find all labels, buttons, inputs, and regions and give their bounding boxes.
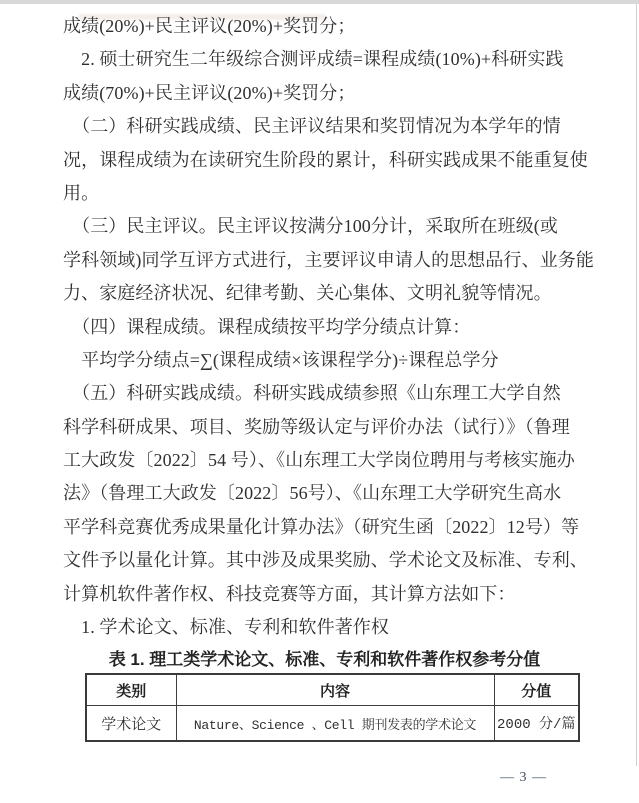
col-header-score: 分值	[494, 674, 579, 706]
table-row	[86, 706, 579, 742]
scan-top-edge-band	[0, 0, 639, 4]
text-line: 2. 硕士研究生二年级综合测评成绩=课程成绩(10%)+科研实践	[63, 49, 564, 70]
text-line: 平均学分绩点=∑(课程成绩×该课程学分)÷课程总学分	[63, 349, 499, 370]
text-line: 学科领域)同学互评方式进行，主要评议申请人的思想品行、业务能	[63, 249, 594, 270]
text-line: 况，课程成绩为在读研究生阶段的累计，科研实践成果不能重复使	[63, 149, 588, 170]
text-line: 工大政发〔2022〕54 号）、《山东理工大学岗位聘用与考核实施办	[63, 450, 575, 471]
text-line: （三）民主评议。民主评议按满分100分计，采取所在班级(或	[63, 216, 558, 237]
text-line: 成绩(20%)+民主评议(20%)+奖罚分；	[63, 16, 356, 36]
cell-content: Nature、Science 、Cell 期刊发表的学术论文	[176, 706, 494, 742]
text-line: （五）科研实践成绩。科研实践成绩参照《山东理工大学自然	[63, 383, 561, 404]
score-table	[85, 673, 580, 742]
text-line: 1. 学术论文、标准、专利和软件著作权	[63, 617, 389, 638]
col-header-category: 类别	[86, 674, 176, 706]
cell-score: 2000 分/篇	[494, 706, 579, 742]
text-line: （二）科研实践成绩、民主评议结果和奖罚情况为本学年的情	[63, 116, 561, 137]
page-number: — 3 —	[500, 770, 547, 785]
text-line: 平学科竞赛优秀成果量化计算办法》（研究生函〔2022〕12号）等	[63, 516, 580, 537]
text-line: 科学科研成果、项目、奖励等级认定与评价办法（试行）》（鲁理	[63, 416, 570, 437]
text-line: 计算机软件著作权、科技竞赛等方面，其计算方法如下：	[63, 583, 516, 604]
text-line: 成绩(70%)+民主评议(20%)+奖罚分；	[63, 82, 356, 103]
scan-right-edge-line	[636, 4, 637, 766]
table-header-row	[86, 674, 579, 706]
text-line: 用。	[63, 182, 100, 203]
col-header-content: 内容	[176, 674, 494, 706]
text-line: 文件予以量化计算。其中涉及成果奖励、学术论文及标准、专利、	[63, 550, 588, 571]
body-text	[63, 10, 594, 644]
text-line: （四）课程成绩。课程成绩按平均学分绩点计算：	[63, 316, 471, 337]
text-line: 法》（鲁理工大政发〔2022〕56号）、《山东理工大学研究生高水	[63, 483, 562, 504]
table-caption: 表 1. 理工类学术论文、标准、专利和软件著作权参考分值	[108, 650, 541, 669]
cell-category: 学术论文	[86, 706, 176, 742]
text-line: 力、家庭经济状况、纪律考勤、关心集体、文明礼貌等情况。	[63, 283, 552, 304]
